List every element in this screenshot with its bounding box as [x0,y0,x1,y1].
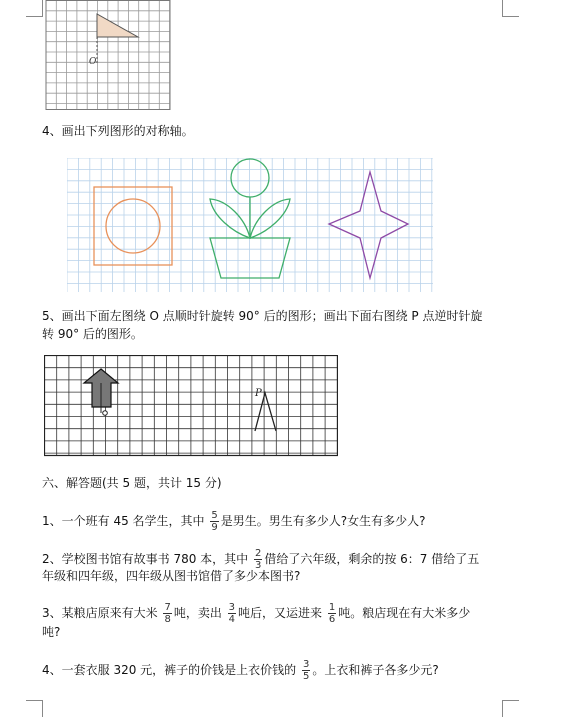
question-5-line-1: 5、画出下面左图绕 O 点顺时针旋转 90° 后的图形；画出下面右图绕 P 点逆时针旋 [42,309,483,323]
fraction: $\frac{7}{8}$ [164,602,171,625]
fraction: $\frac{5}{9}$ [211,510,218,533]
point-p-label: P [255,388,262,399]
section-6-question-1: 1、一个班有 45 名学生，其中 $\frac{5}{9}$ 是男生。男生有多少人?女生有多少人? [42,510,426,533]
page-corner-mark [502,0,519,17]
rotation-grid-figure [44,355,338,457]
point-o-marker [103,411,108,416]
flower-pot-shape [210,159,290,278]
section-6-heading: 六、解答题(共 5 题，共计 15 分) [42,476,222,490]
top-grid-figure [45,0,171,112]
point-o-label: O [89,57,97,67]
fraction: $\frac{3}{5}$ [302,659,310,682]
fraction: $\frac{1}{6}$ [328,602,336,625]
fraction: $\frac{3}{4}$ [228,602,236,625]
page-corner-mark [26,0,43,17]
fraction: $\frac{2}{3}$ [254,548,262,571]
section-6-question-3-line-2: 吨? [42,625,61,639]
page-corner-mark [502,700,519,717]
section-6-question-2-line-2: 年级和四年级，四年级从图书馆借了多少本图书? [42,569,301,583]
question-5-line-2: 转 90° 后的图形。 [42,327,143,341]
question-4-text: 4、画出下列图形的对称轴。 [42,124,194,138]
section-6-question-2: 2、学校图书馆有故事书 780 本，其中 $\frac{2}{3}$ 借给了六年级，剩余的按 6：7 借给了五 [42,548,480,571]
section-6-question-4: 4、一套衣服 320 元，裤子的价钱是上衣价钱的 $\frac{3}{5}$ 。上衣和裤子各多少元? [42,659,439,682]
symmetry-figures [67,158,433,292]
section-6-question-3: 3、某粮店原来有大米 $\frac{7}{8}$ 吨，卖出 $\frac{3}{4}$ 吨后，又运进来 $\frac{1}{6}$ 吨。粮店现在有大米多少 [42,602,471,625]
triangle-shape [97,14,138,37]
page-corner-mark [26,700,43,717]
